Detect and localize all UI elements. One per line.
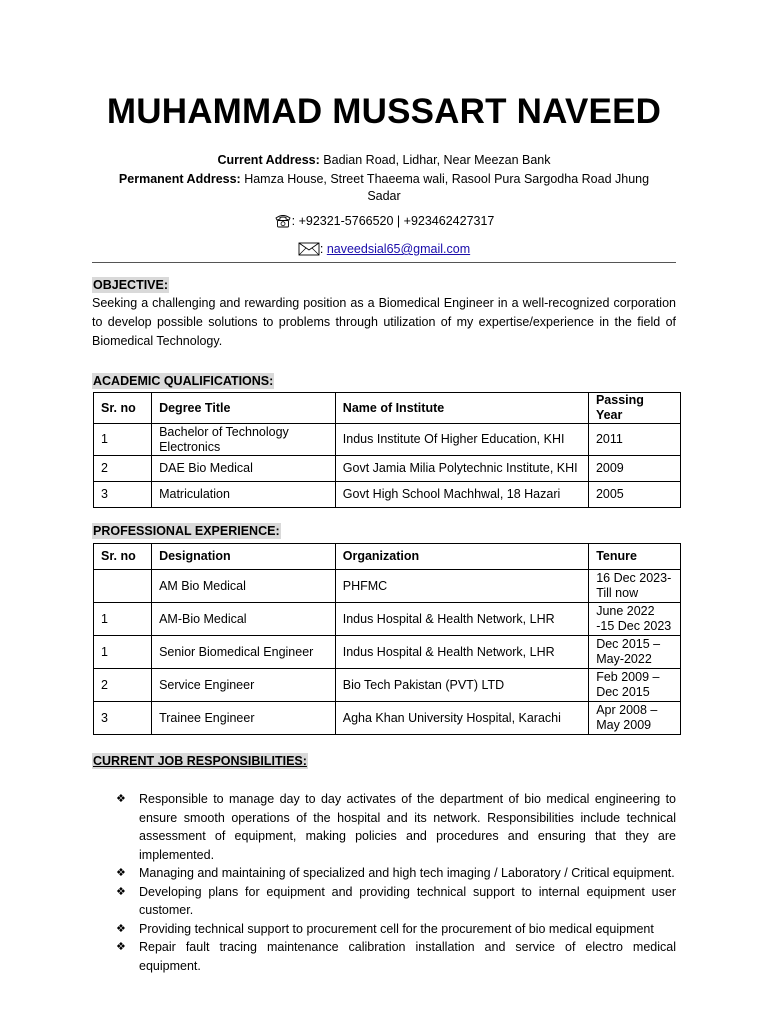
telephone-icon	[274, 214, 292, 233]
table-cell: 2011	[588, 424, 680, 456]
table-cell: Indus Hospital & Health Network, LHR	[335, 603, 588, 636]
table-cell: 1	[94, 603, 152, 636]
email-prefix: :	[319, 242, 327, 256]
table-cell: Govt Jamia Milia Polytechnic Institute, KHI	[335, 456, 588, 482]
header-cell: Sr. no	[94, 393, 152, 424]
table-cell: PHFMC	[335, 570, 588, 603]
table-cell: Agha Khan University Hospital, Karachi	[335, 702, 588, 735]
list-item	[112, 790, 676, 864]
list-item-text: Providing technical support to procurement cell for the procurement of bio medical equipment	[139, 921, 654, 936]
header-cell: Sr. no	[94, 544, 152, 570]
table-cell: Bachelor of Technology Electronics	[152, 424, 336, 456]
table-cell: 3	[94, 702, 152, 735]
academic-table	[93, 392, 681, 508]
table-row	[94, 482, 681, 508]
table-cell: Matriculation	[152, 482, 336, 508]
current-address	[110, 152, 658, 169]
table-cell: Service Engineer	[152, 669, 336, 702]
experience-title: PROFESSIONAL EXPERIENCE:	[93, 524, 280, 538]
table-row	[94, 603, 681, 636]
current-address-label: Current Address:	[217, 153, 320, 167]
list-item-text: Developing plans for equipment and providing technical support to internal equipment user customer.	[139, 884, 676, 917]
header-cell: Passing Year	[588, 393, 680, 424]
header-divider	[92, 262, 676, 263]
objective-text: Seeking a challenging and rewarding position as a Biomedical Engineer in a well-recognized corporation to develop possible solutions to problems through utilization of my expertise/experience in the field of Biomedical Technology.	[92, 296, 676, 348]
table-cell: Apr 2008 – May 2009	[589, 702, 681, 735]
table-cell: Indus Hospital & Health Network, LHR	[335, 636, 588, 669]
table-cell: DAE Bio Medical	[152, 456, 336, 482]
table-cell: June 2022 -15 Dec 2023	[589, 603, 681, 636]
table-row	[94, 702, 681, 735]
header-cell: Organization	[335, 544, 588, 570]
table-cell: Dec 2015 – May-2022	[589, 636, 681, 669]
table-cell: Indus Institute Of Higher Education, KHI	[335, 424, 588, 456]
academic-title: ACADEMIC QUALIFICATIONS:	[93, 374, 274, 388]
header-cell: Degree Title	[152, 393, 336, 424]
list-item	[112, 938, 676, 975]
permanent-address-value: Hamza House, Street Thaeema wali, Rasool Pura Sargodha Road Jhung Sadar	[240, 172, 650, 203]
phone-line	[110, 213, 658, 233]
diamond-bullet-icon: ❖	[116, 793, 126, 805]
responsibilities-title: CURRENT JOB RESPONSIBILITIES:	[93, 754, 307, 768]
table-cell: 2	[94, 669, 152, 702]
phone-numbers: : +92321-5766520 | +923462427317	[291, 214, 495, 228]
list-item	[112, 864, 676, 883]
diamond-bullet-icon: ❖	[116, 941, 126, 953]
table-cell: Bio Tech Pakistan (PVT) LTD	[335, 669, 588, 702]
table-cell: 2	[94, 456, 152, 482]
responsibilities-list	[112, 790, 676, 975]
table-cell: 1	[94, 424, 152, 456]
table-cell	[94, 570, 152, 603]
table-cell: Trainee Engineer	[152, 702, 336, 735]
table-row	[94, 424, 681, 456]
permanent-address-label: Permanent Address:	[118, 172, 241, 186]
email-line	[110, 241, 658, 261]
table-cell: 2005	[588, 482, 680, 508]
diamond-bullet-icon: ❖	[116, 922, 126, 935]
table-cell: AM Bio Medical	[152, 570, 336, 603]
current-address-value: Badian Road, Lidhar, Near Meezan Bank	[319, 153, 551, 167]
header-cell: Name of Institute	[335, 393, 588, 424]
email-link[interactable]: naveedsial65@gmail.com	[326, 242, 471, 256]
objective-title: OBJECTIVE:	[93, 278, 169, 292]
header-cell: Designation	[152, 544, 336, 570]
table-cell: Govt High School Machhwal, 18 Hazari	[335, 482, 588, 508]
table-cell: 2009	[588, 456, 680, 482]
table-cell: AM-Bio Medical	[152, 603, 336, 636]
table-row	[94, 456, 681, 482]
diamond-bullet-icon: ❖	[116, 867, 126, 879]
table-cell: 1	[94, 636, 152, 669]
table-cell: Senior Biomedical Engineer	[152, 636, 336, 669]
candidate-name: MUHAMMAD MUSSART NAVEED	[106, 92, 662, 131]
list-item	[112, 920, 676, 939]
experience-table	[93, 543, 681, 735]
envelope-icon	[298, 242, 320, 261]
table-header-row	[94, 393, 681, 424]
list-item-text: Repair fault tracing maintenance calibration installation and service of electro medical equipment.	[139, 940, 676, 973]
table-cell: 3	[94, 482, 152, 508]
diamond-bullet-icon: ❖	[116, 885, 126, 898]
permanent-address	[110, 171, 658, 205]
table-cell: Feb 2009 – Dec 2015	[589, 669, 681, 702]
table-row	[94, 669, 681, 702]
list-item-text: Managing and maintaining of specialized and high tech imaging / Laboratory / Critical equipment.	[139, 866, 675, 880]
list-item	[112, 883, 676, 920]
table-cell: 16 Dec 2023-Till now	[589, 570, 681, 603]
table-row	[94, 636, 681, 669]
table-row	[94, 570, 681, 603]
table-header-row	[94, 544, 681, 570]
header-cell: Tenure	[589, 544, 681, 570]
list-item-text: Responsible to manage day to day activates of the department of bio medical engineering to ensure smooth operations of the hospital and its network. Responsibilities include technical assessment of equipment, making policies and procedures and ensuring that they are implemented.	[139, 792, 676, 862]
